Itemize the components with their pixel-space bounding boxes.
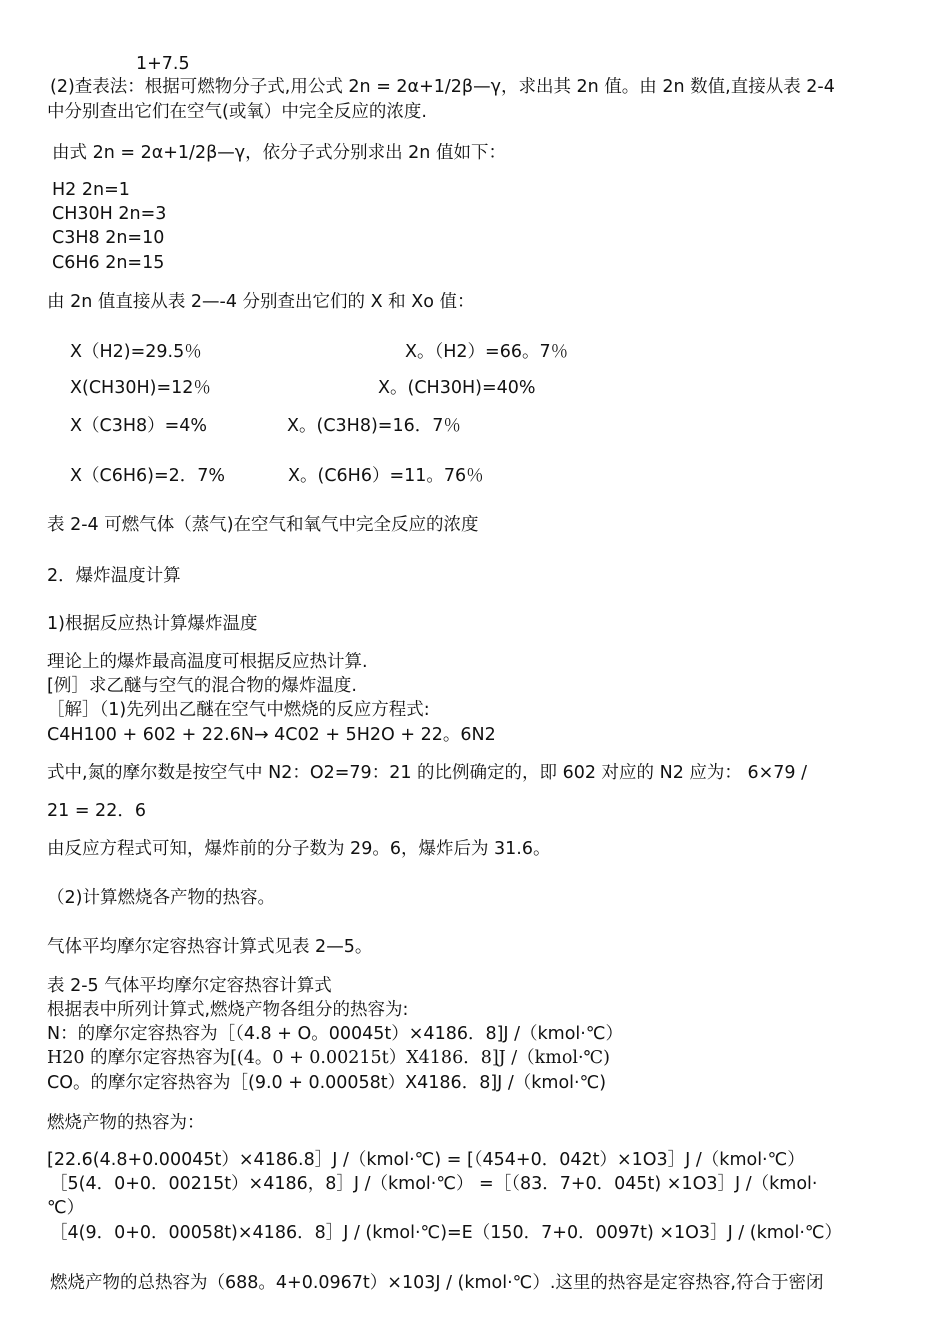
concentration-value: X（H2)=29.5％	[70, 342, 202, 362]
subsection-heading: 1)根据反应热计算爆炸温度	[47, 614, 258, 634]
concentration-value: X（C3H8）=4%	[70, 416, 208, 436]
text-line: （2)计算燃烧各产物的热容。	[47, 888, 275, 908]
text-line: 由 2n 值直接从表 2—-4 分别查出它们的 X 和 Xo 值：	[47, 292, 475, 312]
formula-line: H20 的摩尔定容热容为[(4。0 + 0.00215t）X4186．8]J /（kmol·℃)	[47, 1048, 610, 1068]
text-line: 燃烧产物的热容为：	[47, 1113, 205, 1133]
concentration-value: X（C6H6)=2．7%	[70, 466, 226, 486]
formula-line: H2 2n=1	[52, 180, 130, 200]
formula-line: ［5(4．0+0．00215t）×4186，8］J /（kmol·℃） =［（83．7+0．045t) ×1O3］J /（kmol·	[50, 1174, 818, 1194]
equation-line: C4H100 + 602 + 22.6N→ 4C02 + 5H2O + 22。6N2	[47, 725, 496, 745]
text-line: ［解］（1)先列出乙醚在空气中燃烧的反应方程式:	[47, 700, 430, 720]
text-line: 由反应方程式可知，爆炸前的分子数为 29。6，爆炸后为 31.6。	[47, 839, 551, 859]
section-heading: 2．爆炸温度计算	[47, 566, 181, 586]
formula-line: C3H8 2n=10	[52, 228, 165, 248]
text-line: (2)查表法：根据可燃物分子式,用公式 2n = 2α+1/2β—γ，求出其 2n 值。由 2n 数值,直接从表 2-4	[50, 77, 835, 97]
text-line: 1+7.5	[136, 54, 190, 74]
text-line: 理论上的爆炸最高温度可根据反应热计算.	[47, 652, 368, 672]
formula-line: CO。的摩尔定容热容为［(9.0 + 0.00058t）X4186．8]J /（kmol·℃)	[47, 1073, 607, 1093]
text-line: 21 = 22．6	[47, 801, 146, 821]
text-line: 燃烧产物的总热容为（688。4+0.0967t）×103J / (kmol·℃）.这里的热容是定容热容,符合于密闭	[50, 1273, 824, 1293]
text-line: 式中,氮的摩尔数是按空气中 N2：O2=79：21 的比例确定的，即 602 对应的 N2 应为： 6×79 /	[47, 763, 807, 783]
formula-line: C6H6 2n=15	[52, 253, 165, 273]
table-caption: 表 2-4 可燃气体（蒸气)在空气和氧气中完全反应的浓度	[47, 515, 479, 535]
concentration-value: X。(C6H6）=11。76％	[288, 466, 484, 486]
concentration-value: X。(CH30H)=40%	[378, 378, 536, 398]
formula-line: CH30H 2n=3	[52, 204, 167, 224]
text-line: 由式 2n = 2α+1/2β—γ，依分子式分别求出 2n 值如下：	[52, 143, 506, 163]
text-line: 气体平均摩尔定容热容计算式见表 2—5。	[47, 937, 373, 957]
concentration-value: X(CH30H)=12％	[70, 378, 211, 398]
formula-line: N：的摩尔定容热容为［（4.8 + O。00045t）×4186．8]J /（kmol·℃）	[47, 1024, 624, 1044]
concentration-value: X。(C3H8)=16．7％	[287, 416, 461, 436]
text-line: 根据表中所列计算式,燃烧产物各组分的热容为:	[47, 1000, 409, 1020]
concentration-value: X。（H2）=66。7％	[405, 342, 569, 362]
text-line: 中分别查出它们在空气(或氧）中完全反应的浓度.	[47, 102, 427, 122]
formula-line: ℃）	[47, 1198, 85, 1218]
table-caption: 表 2-5 气体平均摩尔定容热容计算式	[47, 976, 332, 996]
text-line: [例］求乙醚与空气的混合物的爆炸温度.	[47, 676, 357, 696]
formula-line: [22.6(4.8+0.00045t）×4186.8］J /（kmol·℃) = [（454+0．042t）×1O3］J /（kmol·℃）	[47, 1150, 805, 1170]
formula-line: ［4(9．0+0．00058t)×4186．8］J / (kmol·℃)=E（150．7+0．0097t) ×1O3］J / (kmol·℃）	[50, 1223, 843, 1243]
